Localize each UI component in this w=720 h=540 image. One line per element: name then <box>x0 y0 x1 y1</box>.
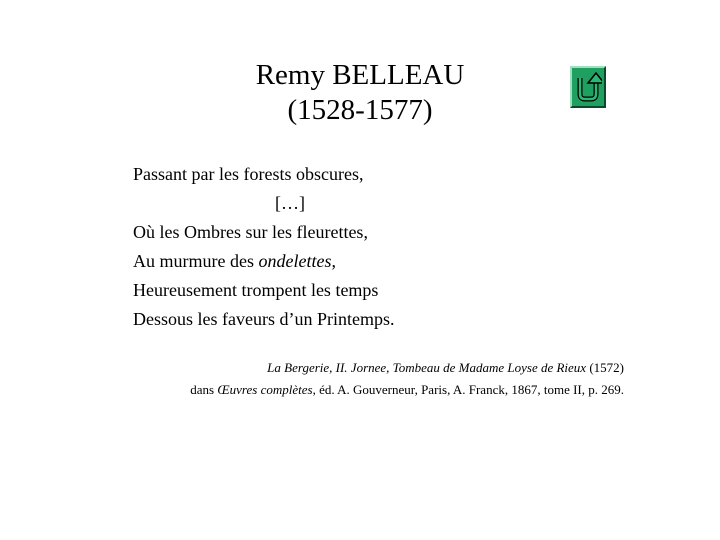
work-year: (1572) <box>586 360 624 375</box>
poem-text: Au murmure des <box>133 251 259 271</box>
author-dates: (1528-1577) <box>287 94 433 126</box>
poem-line <box>133 247 613 276</box>
poem-ellipsis: […] <box>275 193 305 213</box>
source-citation <box>64 357 624 401</box>
poem-line: Heureusement trompent les temps <box>133 280 379 300</box>
poem-line: Passant par les forests obscures, <box>133 164 364 184</box>
citation-prefix: dans <box>190 382 218 397</box>
work-title: La Bergerie, II. Jornee, Tombeau de Madame Loyse de Rieux <box>267 360 587 375</box>
poem-emphasis: ondelettes <box>258 251 332 271</box>
u-turn-return-arrow-icon <box>574 72 602 102</box>
citation-line <box>64 357 624 379</box>
return-button[interactable] <box>570 66 606 108</box>
poem-line: Dessous les faveurs d’un Printemps. <box>133 309 395 329</box>
edition-details: , éd. A. Gouverneur, Paris, A. Franck, 1867, tome II, p. 269. <box>312 382 624 397</box>
collection-title: Œuvres complètes <box>217 382 313 397</box>
slide-title <box>200 58 520 128</box>
author-name: Remy BELLEAU <box>255 59 465 91</box>
poem-line: Où les Ombres sur les fleurettes, <box>133 222 368 242</box>
poem-excerpt <box>133 160 613 334</box>
citation-line <box>64 379 624 401</box>
poem-text: , <box>331 251 336 271</box>
